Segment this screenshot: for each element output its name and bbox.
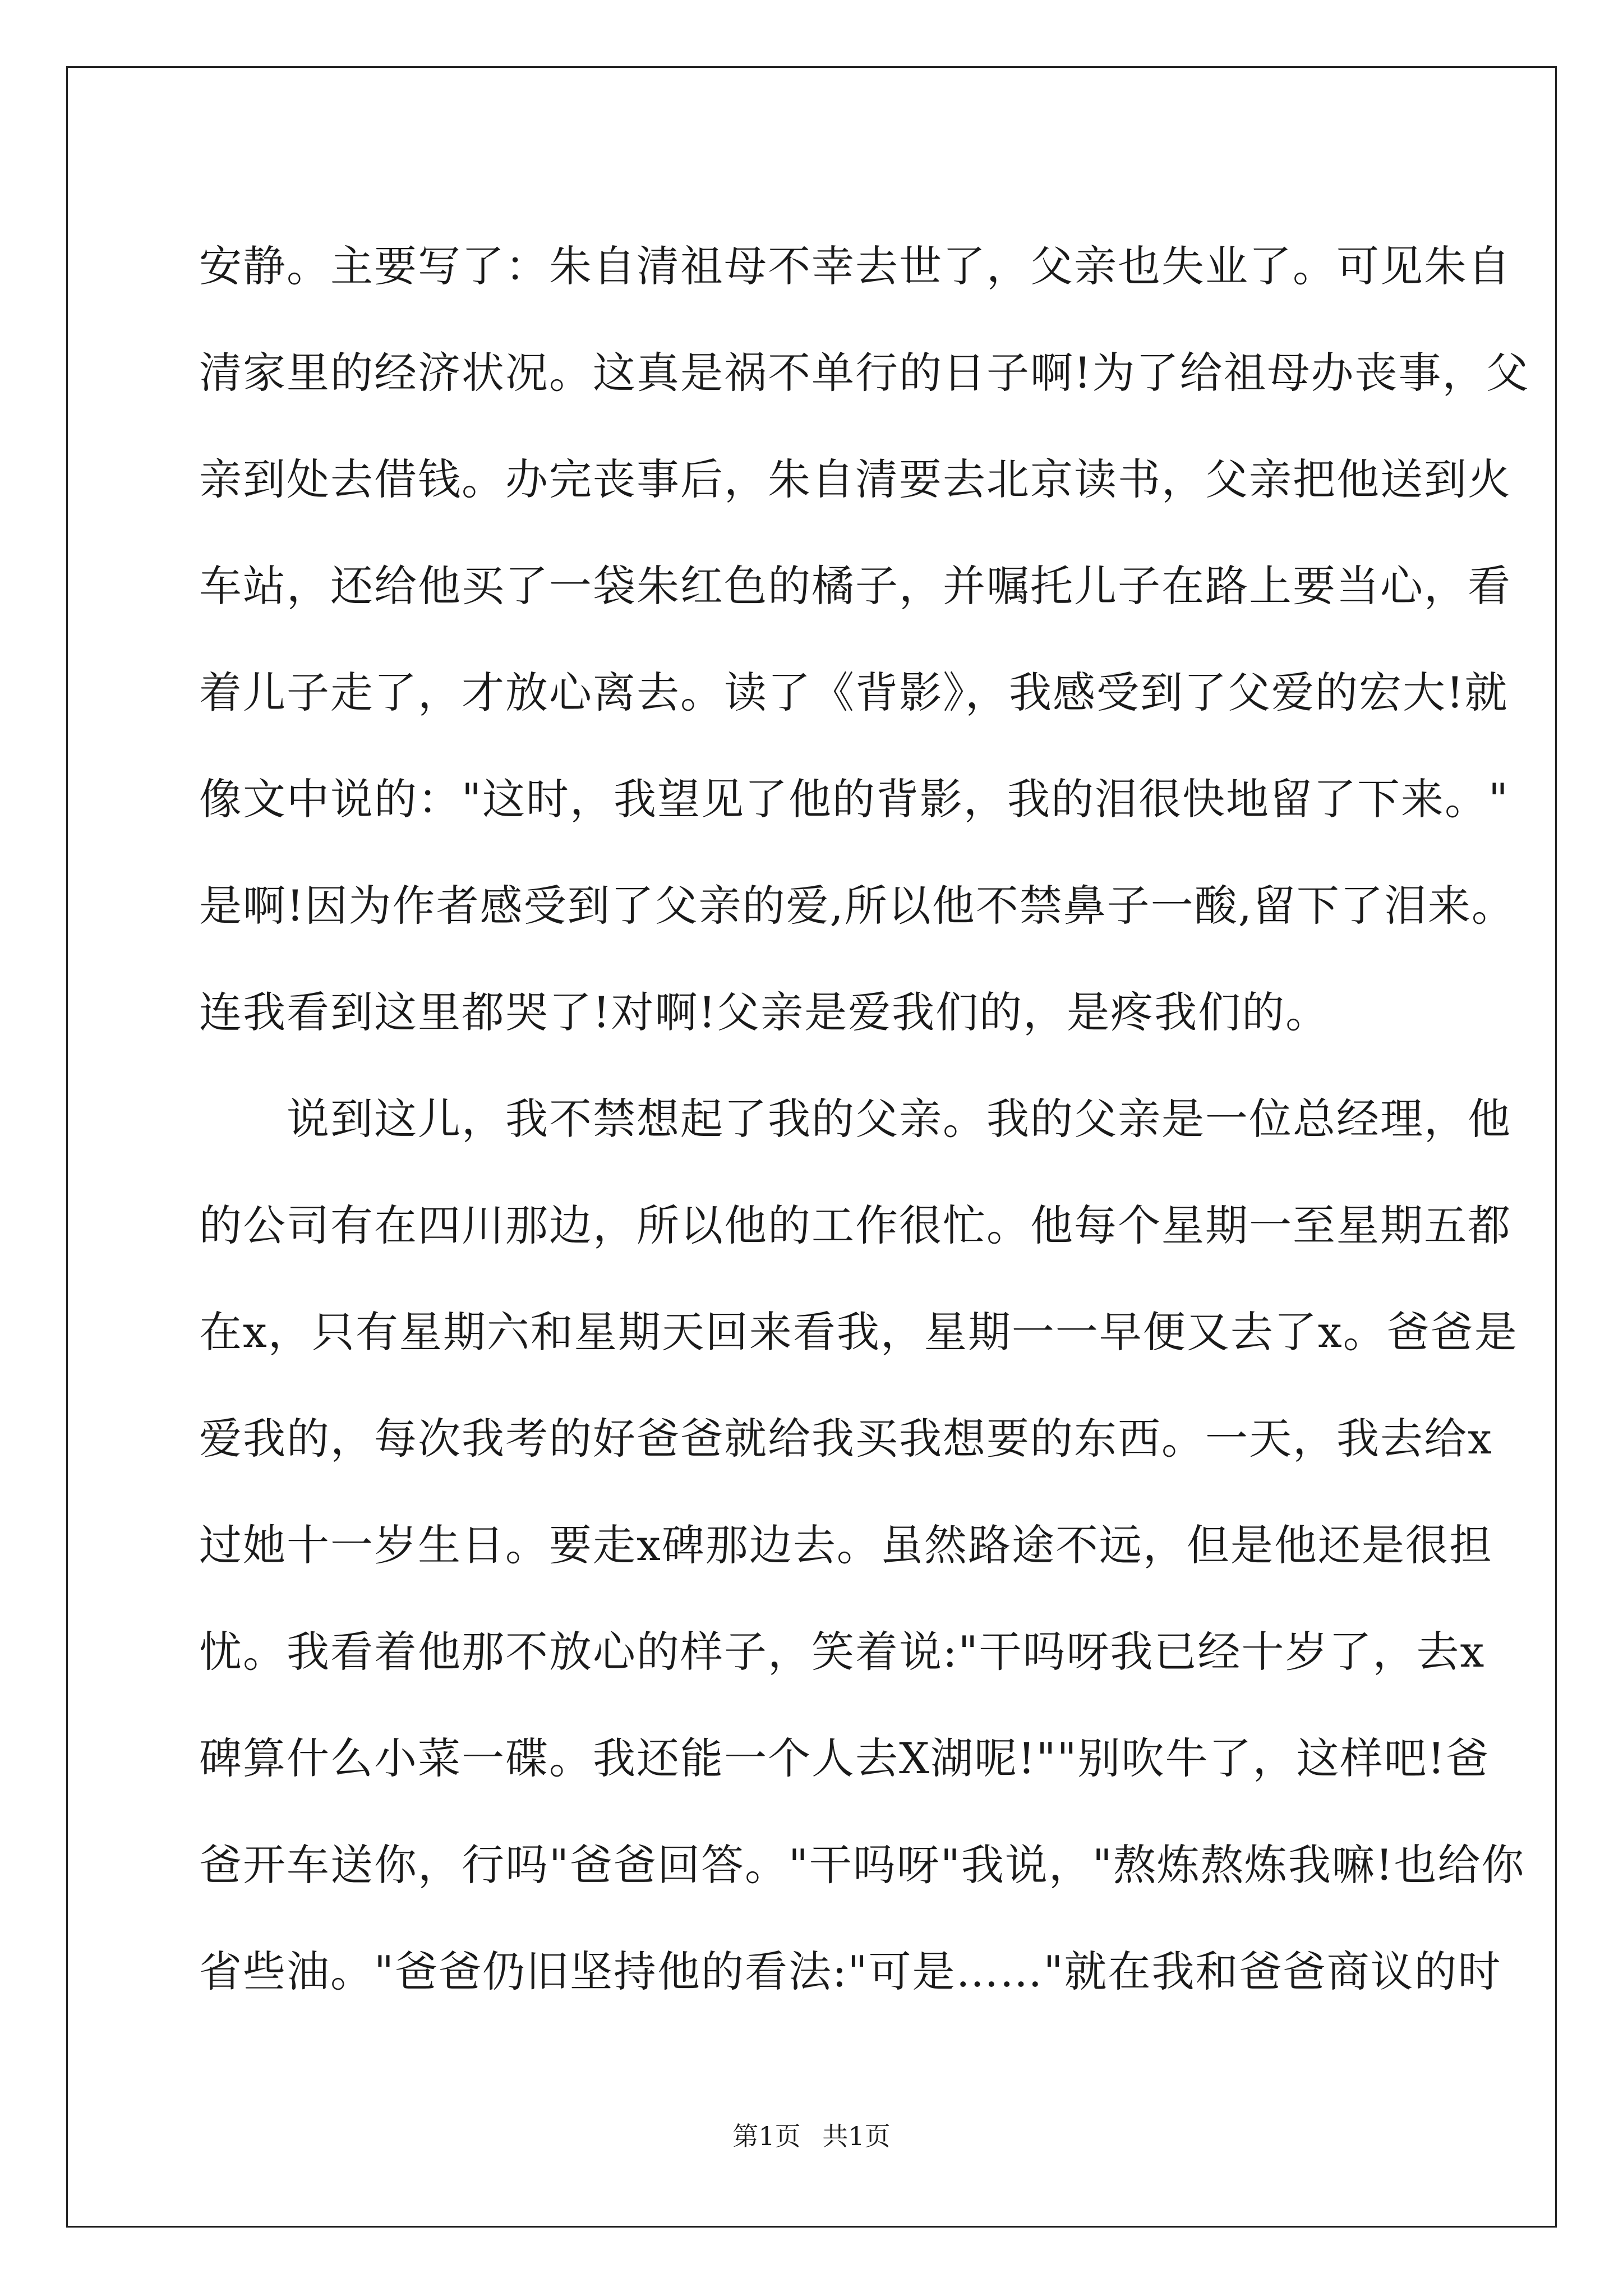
- text-line: 车站，还给他买了一袋朱红色的橘子，并嘱托儿子在路上要当心，看: [199, 561, 1511, 611]
- page-number: 第1页: [732, 2121, 801, 2151]
- text-line: 过她十一岁生日。要走x碑那边去。虽然路途不远，但是他还是很担: [199, 1520, 1493, 1570]
- text-line: 爸开车送你，行吗"爸爸回答。"干吗呀"我说，"熬炼熬炼我嘛!也给你: [199, 1840, 1525, 1890]
- text-line: 安静。主要写了：朱自清祖母不幸去世了，父亲也失业了。可见朱自: [199, 241, 1511, 291]
- text-line: 忧。我看着他那不放心的样子，笑着说:"干吗呀我已经十岁了，去x: [199, 1627, 1486, 1677]
- text-line: 着儿子走了，才放心离去。读了《背影》，我感受到了父爱的宏大!就: [199, 668, 1509, 717]
- text-line: 省些油。"爸爸仍旧坚持他的看法:"可是……"就在我和爸爸商议的时: [199, 1947, 1502, 1996]
- text-line: 在x，只有星期六和星期天回来看我，星期一一早便又去了x。爸爸是: [199, 1307, 1518, 1357]
- text-line: 连我看到这里都哭了!对啊!父亲是爱我们的，是疼我们的。: [199, 987, 1330, 1037]
- text-line: 清家里的经济状况。这真是祸不单行的日子啊!为了给祖母办丧事，父: [199, 348, 1530, 398]
- text-line: 爱我的，每次我考的好爸爸就给我买我想要的东西。一天，我去给x: [199, 1414, 1493, 1464]
- text-line: 像文中说的："这时，我望见了他的背影，我的泪很快地留了下来。": [199, 774, 1509, 824]
- page-total: 共1页: [822, 2121, 891, 2151]
- text-line: 碑算什么小菜一碟。我还能一个人去X湖呢!""别吹牛了，这样吧!爸: [199, 1733, 1490, 1783]
- text-line: 的公司有在四川那边，所以他的工作很忙。他每个星期一至星期五都: [199, 1200, 1511, 1250]
- page-footer: [0, 2119, 1623, 2153]
- document-body: [199, 213, 1530, 2025]
- text-line: 说到这儿，我不禁想起了我的父亲。我的父亲是一位总经理，他: [199, 1094, 1511, 1144]
- text-line: 是啊!因为作者感受到了父亲的爱,所以他不禁鼻子一酸,留下了泪来。: [199, 881, 1515, 931]
- text-line: 亲到处去借钱。办完丧事后，朱自清要去北京读书，父亲把他送到火: [199, 454, 1511, 504]
